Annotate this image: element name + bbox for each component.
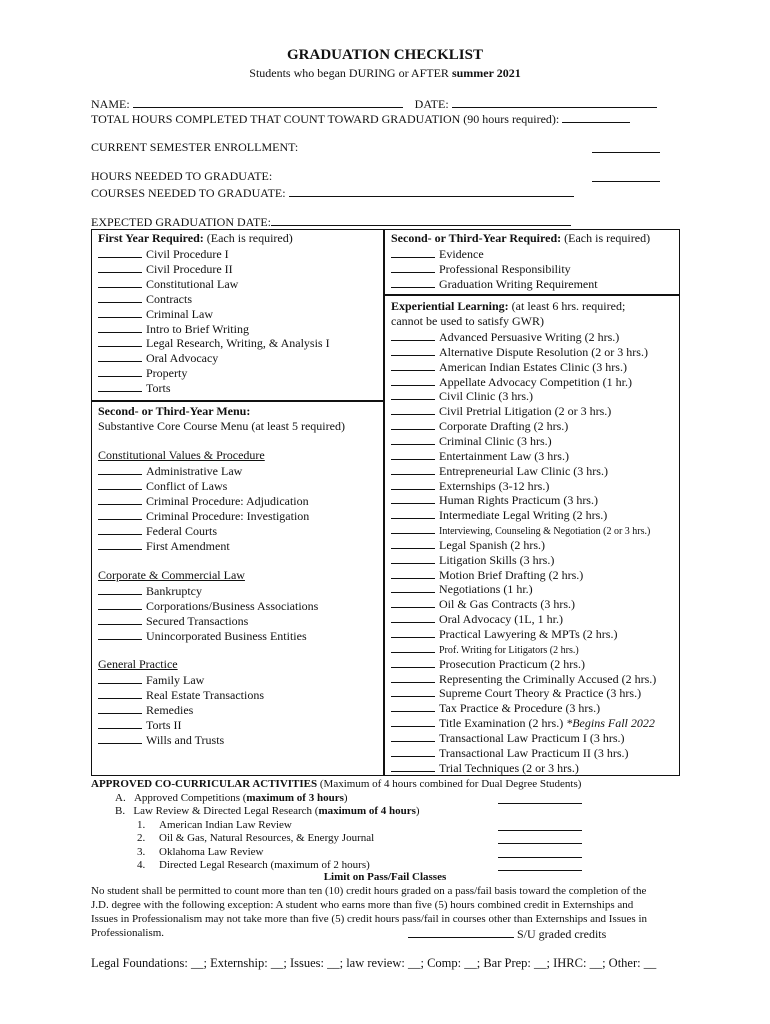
item-label: Entrepreneurial Law Clinic (3 hrs.) bbox=[439, 463, 608, 478]
checkbox-blank[interactable] bbox=[391, 261, 435, 273]
experiential-item[interactable] bbox=[391, 418, 568, 434]
item-label: Transactional Law Practicum I (3 hrs.) bbox=[439, 730, 625, 745]
first-year-item[interactable] bbox=[98, 335, 330, 351]
menu-item[interactable] bbox=[98, 598, 318, 614]
item-label: Corporate Drafting (2 hrs.) bbox=[439, 419, 569, 434]
second-third-item[interactable] bbox=[391, 276, 598, 292]
experiential-heading-note: cannot be used to satisfy GWR) bbox=[391, 314, 544, 328]
item-label: Appellate Advocacy Competition (1 hr.) bbox=[439, 374, 632, 389]
item-label: Constitutional Law bbox=[146, 276, 239, 291]
item-label: Professional Responsibility bbox=[439, 261, 571, 276]
experiential-item[interactable] bbox=[391, 730, 625, 746]
checkbox-blank[interactable] bbox=[98, 672, 142, 684]
experiential-item[interactable] bbox=[391, 448, 569, 464]
menu-item[interactable] bbox=[98, 702, 193, 718]
checkbox-blank[interactable] bbox=[98, 321, 142, 333]
experiential-item[interactable] bbox=[391, 715, 655, 731]
passfail-line-1: No student shall be permitted to count more than ten (10) credit hours graded on a pass/fail basis toward the completion of the bbox=[91, 885, 647, 897]
checkbox-blank[interactable] bbox=[98, 613, 142, 625]
checkbox-blank[interactable] bbox=[98, 335, 142, 347]
experiential-item[interactable] bbox=[391, 596, 575, 612]
page-title: GRADUATION CHECKLIST bbox=[286, 47, 483, 63]
item-label: Wills and Trusts bbox=[146, 732, 225, 747]
item-label: Torts II bbox=[146, 717, 182, 732]
item-label: Advanced Persuasive Writing (2 hrs.) bbox=[439, 330, 620, 344]
item-label: Administrative Law bbox=[146, 464, 243, 478]
item-label: Prof. Writing for Litigators (2 hrs.) bbox=[439, 644, 579, 656]
experiential-heading: Experiential Learning: (at least 6 hrs. required; bbox=[391, 299, 626, 313]
checkbox-blank[interactable] bbox=[391, 507, 435, 519]
item-label: Oil & Gas Contracts (3 hrs.) bbox=[439, 597, 575, 612]
menu-item[interactable] bbox=[98, 613, 248, 629]
item-label: Civil Pretrial Litigation (2 or 3 hrs.) bbox=[439, 404, 612, 419]
experiential-item[interactable] bbox=[391, 581, 533, 597]
item-label: Legal Research, Writing, & Analysis I bbox=[146, 336, 330, 351]
checkbox-blank[interactable] bbox=[98, 598, 142, 610]
checkbox-blank[interactable] bbox=[391, 626, 435, 638]
current-enrollment-label: CURRENT SEMESTER ENROLLMENT: bbox=[91, 140, 299, 154]
experiential-item[interactable] bbox=[391, 388, 533, 404]
menu-item[interactable] bbox=[98, 478, 227, 494]
experiential-item[interactable] bbox=[391, 374, 632, 390]
checkbox-blank[interactable] bbox=[391, 276, 435, 288]
menu-item[interactable] bbox=[98, 508, 309, 524]
item-label: Property bbox=[146, 366, 188, 381]
item-label: Entertainment Law (3 hrs.) bbox=[439, 448, 569, 463]
checkbox-blank[interactable] bbox=[391, 418, 435, 430]
first-year-item[interactable] bbox=[98, 380, 171, 396]
experiential-item[interactable] bbox=[391, 626, 617, 642]
item-label: Contracts bbox=[146, 291, 192, 306]
first-year-item[interactable] bbox=[98, 365, 187, 381]
item-label: Criminal Law bbox=[146, 306, 213, 321]
su-credits-field[interactable]: S/U graded credits bbox=[408, 925, 606, 942]
checkbox-blank[interactable] bbox=[391, 344, 435, 356]
checkbox-blank[interactable] bbox=[391, 685, 435, 697]
first-year-item[interactable] bbox=[98, 291, 192, 307]
checkbox-blank[interactable] bbox=[391, 656, 435, 668]
checkbox-blank[interactable] bbox=[391, 596, 435, 608]
checkbox-blank[interactable] bbox=[391, 388, 435, 400]
cocurricular-a: A. Approved Competitions (maximum of 3 hours) bbox=[115, 792, 348, 804]
experiential-item[interactable] bbox=[391, 611, 563, 627]
checkbox-blank[interactable] bbox=[391, 552, 435, 564]
checkbox-blank[interactable] bbox=[391, 403, 435, 415]
experiential-item[interactable] bbox=[391, 656, 585, 672]
checkbox-blank[interactable] bbox=[98, 687, 142, 699]
checkbox-blank[interactable] bbox=[98, 717, 142, 729]
experiential-item[interactable] bbox=[391, 685, 641, 701]
item-label: Civil Procedure I bbox=[146, 247, 229, 261]
page-subtitle: Students who began DURING or AFTER summer 2021 bbox=[249, 66, 521, 80]
experiential-item[interactable] bbox=[391, 760, 579, 776]
item-label: Supreme Court Theory & Practice (3 hrs.) bbox=[439, 686, 642, 701]
second-third-heading: Second- or Third-Year Required: (Each is required) bbox=[391, 231, 651, 245]
checkbox-blank[interactable] bbox=[98, 306, 142, 318]
checkbox-blank[interactable] bbox=[391, 715, 435, 727]
item-label: Conflict of Laws bbox=[146, 478, 228, 493]
checkbox-blank[interactable] bbox=[391, 611, 435, 623]
item-label: Civil Procedure II bbox=[146, 261, 233, 276]
checkbox-blank[interactable] bbox=[98, 365, 142, 377]
item-label: Corporations/Business Associations bbox=[146, 598, 319, 613]
item-label: Unincorporated Business Entities bbox=[146, 628, 307, 643]
first-year-item[interactable] bbox=[98, 261, 233, 277]
total-hours-field[interactable]: TOTAL HOURS COMPLETED THAT COUNT TOWARD GRADUATION (90 hours required): bbox=[91, 110, 630, 127]
current-enrollment-field[interactable] bbox=[592, 140, 660, 157]
experiential-item[interactable] bbox=[391, 492, 598, 508]
item-label: Human Rights Practicum (3 hrs.) bbox=[439, 493, 598, 508]
checkbox-blank[interactable] bbox=[98, 463, 142, 475]
experiential-item[interactable] bbox=[391, 344, 648, 360]
item-label: Torts bbox=[146, 381, 171, 396]
checkbox-blank[interactable] bbox=[98, 538, 142, 550]
item-label: Intro to Brief Writing bbox=[146, 321, 249, 336]
checkbox-blank[interactable] bbox=[391, 478, 435, 490]
item-label: Title Examination (2 hrs.) bbox=[439, 716, 564, 731]
item-label: First Amendment bbox=[146, 538, 230, 553]
item-label: American Indian Estates Clinic (3 hrs.) bbox=[439, 359, 627, 374]
cocurricular-sub-item: 4. Directed Legal Research (maximum of 2 hours) bbox=[137, 858, 370, 871]
item-label: Bankruptcy bbox=[146, 584, 202, 598]
experiential-item[interactable] bbox=[391, 329, 619, 345]
item-label: Negotiations (1 hr.) bbox=[439, 582, 533, 597]
menu-group-title: Constitutional Values & Procedure bbox=[98, 448, 265, 462]
experiential-item[interactable] bbox=[391, 552, 554, 568]
checkbox-blank[interactable] bbox=[391, 537, 435, 549]
checkbox-blank[interactable] bbox=[391, 359, 435, 371]
cocurricular-a-blank[interactable] bbox=[498, 791, 582, 808]
passfail-heading: Limit on Pass/Fail Classes bbox=[323, 871, 447, 883]
footer-tally: Legal Foundations: __; Externship: __; Issues: __; law review: __; Comp: __; Bar Prep: __; IHRC: __; Other: __ bbox=[91, 956, 657, 970]
checkbox-blank[interactable] bbox=[391, 246, 435, 258]
checkbox-blank[interactable] bbox=[391, 374, 435, 386]
menu-item[interactable] bbox=[98, 628, 307, 644]
cocurricular-sub-item: 3. Oklahoma Law Review bbox=[137, 845, 264, 858]
item-label: Transactional Law Practicum II (3 hrs.) bbox=[439, 745, 629, 760]
experiential-item[interactable] bbox=[391, 433, 552, 449]
menu-item[interactable] bbox=[98, 463, 242, 479]
item-label: Federal Courts bbox=[146, 523, 217, 538]
item-label: Graduation Writing Requirement bbox=[439, 276, 598, 291]
menu-item[interactable] bbox=[98, 717, 181, 733]
menu-item[interactable] bbox=[98, 523, 217, 539]
cocurricular-sub-item: 1. American Indian Law Review bbox=[137, 819, 292, 831]
item-label: Tax Practice & Procedure (3 hrs.) bbox=[439, 701, 601, 716]
checkbox-blank[interactable] bbox=[391, 700, 435, 712]
menu-item[interactable] bbox=[98, 538, 230, 554]
first-year-item[interactable] bbox=[98, 321, 249, 337]
cocurricular-b: B. Law Review & Directed Legal Research (maximum of 4 hours) bbox=[115, 805, 420, 817]
second-third-item[interactable] bbox=[391, 246, 484, 262]
item-label: Remedies bbox=[146, 702, 194, 717]
experiential-item[interactable] bbox=[391, 507, 607, 523]
item-label: Alternative Dispute Resolution (2 or 3 hrs.) bbox=[439, 344, 648, 359]
menu-heading: Second- or Third-Year Menu: bbox=[98, 404, 251, 418]
item-label: Oral Advocacy (1L, 1 hr.) bbox=[439, 612, 563, 627]
menu-item[interactable] bbox=[98, 732, 224, 748]
experiential-item[interactable] bbox=[391, 478, 549, 494]
experiential-item[interactable] bbox=[391, 700, 600, 716]
item-label: Representing the Criminally Accused (2 hrs.) bbox=[439, 671, 657, 686]
item-label: Evidence bbox=[439, 247, 484, 261]
checkbox-blank[interactable] bbox=[98, 523, 142, 535]
item-label: Legal Spanish (2 hrs.) bbox=[439, 537, 545, 552]
checkbox-blank[interactable] bbox=[391, 671, 435, 683]
menu-item[interactable] bbox=[98, 583, 202, 599]
menu-item[interactable] bbox=[98, 493, 309, 509]
experiential-item[interactable] bbox=[391, 745, 629, 761]
checkbox-blank[interactable] bbox=[391, 567, 435, 579]
item-label: Secured Transactions bbox=[146, 613, 249, 628]
second-third-item[interactable] bbox=[391, 261, 571, 277]
hours-needed-field[interactable] bbox=[592, 169, 660, 186]
item-label: Trial Techniques (2 or 3 hrs.) bbox=[439, 760, 579, 775]
item-label: Externships (3-12 hrs.) bbox=[439, 478, 550, 493]
menu-group-title: Corporate & Commercial Law bbox=[98, 568, 245, 582]
checkbox-blank[interactable] bbox=[98, 493, 142, 505]
passfail-line-4: Professionalism. bbox=[91, 927, 165, 939]
checkbox-blank[interactable] bbox=[391, 745, 435, 757]
checkbox-blank[interactable] bbox=[391, 760, 435, 772]
checkbox-blank[interactable] bbox=[391, 641, 435, 653]
item-label: Criminal Procedure: Investigation bbox=[146, 508, 310, 523]
expected-date-field[interactable]: EXPECTED GRADUATION DATE: bbox=[91, 213, 571, 230]
item-label: Motion Brief Drafting (2 hrs.) bbox=[439, 567, 584, 582]
hours-needed-label: HOURS NEEDED TO GRADUATE: bbox=[91, 169, 273, 183]
item-label: Intermediate Legal Writing (2 hrs.) bbox=[439, 508, 608, 523]
experiential-item[interactable] bbox=[391, 537, 545, 553]
checkbox-blank[interactable] bbox=[98, 261, 142, 273]
item-label: Oral Advocacy bbox=[146, 351, 219, 366]
first-year-heading: First Year Required: (Each is required) bbox=[98, 231, 293, 245]
experiential-item[interactable] bbox=[391, 463, 608, 479]
checkbox-blank[interactable] bbox=[98, 732, 142, 744]
checkbox-blank[interactable] bbox=[391, 730, 435, 742]
item-label: Criminal Procedure: Adjudication bbox=[146, 493, 309, 508]
menu-note: Substantive Core Course Menu (at least 5 required) bbox=[98, 419, 345, 433]
checkbox-blank[interactable] bbox=[98, 380, 142, 392]
checkbox-blank[interactable] bbox=[98, 291, 142, 303]
checkbox-blank[interactable] bbox=[98, 702, 142, 714]
item-label: Family Law bbox=[146, 673, 205, 687]
item-label: Litigation Skills (3 hrs.) bbox=[439, 552, 555, 567]
checkbox-blank[interactable] bbox=[98, 508, 142, 520]
item-label: Civil Clinic (3 hrs.) bbox=[439, 389, 533, 404]
item-label: Prosecution Practicum (2 hrs.) bbox=[439, 656, 585, 671]
checkbox-blank[interactable] bbox=[391, 329, 435, 341]
checkbox-blank[interactable] bbox=[98, 246, 142, 258]
checkbox-blank[interactable] bbox=[98, 276, 142, 288]
experiential-item[interactable] bbox=[391, 567, 583, 583]
checkbox-blank[interactable] bbox=[391, 492, 435, 504]
title-exam-note: *Begins Fall 2022 bbox=[566, 716, 655, 731]
first-year-item[interactable] bbox=[98, 276, 238, 292]
checkbox-blank[interactable] bbox=[98, 350, 142, 362]
checkbox-blank[interactable] bbox=[391, 522, 435, 534]
checkbox-blank[interactable] bbox=[391, 463, 435, 475]
checkbox-blank[interactable] bbox=[98, 478, 142, 490]
checkbox-blank[interactable] bbox=[391, 581, 435, 593]
experiential-item[interactable] bbox=[391, 359, 627, 375]
cocurricular-heading: APPROVED CO-CURRICULAR ACTIVITIES (Maximum of 4 hours combined for Dual Degree Students) bbox=[91, 778, 582, 790]
experiential-item[interactable] bbox=[391, 403, 611, 419]
item-label: Practical Lawyering & MPTs (2 hrs.) bbox=[439, 627, 618, 641]
first-year-item[interactable] bbox=[98, 246, 229, 262]
name-field[interactable]: NAME: DATE: bbox=[91, 95, 657, 112]
menu-item[interactable] bbox=[98, 672, 204, 688]
item-label: Interviewing, Counseling & Negotiation (2 or 3 hrs.) bbox=[439, 526, 651, 538]
checkbox-blank[interactable] bbox=[98, 628, 142, 640]
checkbox-blank[interactable] bbox=[98, 583, 142, 595]
checkbox-blank[interactable] bbox=[391, 433, 435, 445]
courses-needed-field[interactable]: COURSES NEEDED TO GRADUATE: bbox=[91, 184, 574, 201]
passfail-line-3: Issues in Professionalism may not take more than five (5) credit hours pass/fail in courses other than Externships and Issues in bbox=[91, 913, 647, 925]
experiential-item[interactable] bbox=[391, 671, 656, 687]
first-year-item[interactable] bbox=[98, 306, 213, 322]
item-label: Criminal Clinic (3 hrs.) bbox=[439, 433, 552, 448]
menu-group-title: General Practice bbox=[98, 657, 178, 671]
passfail-line-2: J.D. degree with the following exception: A student who earns more than five (5) hours combined credit in Externships and bbox=[91, 899, 634, 911]
item-label: Real Estate Transactions bbox=[146, 687, 264, 702]
first-year-item[interactable] bbox=[98, 350, 218, 366]
cocurricular-sub-item: 2. Oil & Gas, Natural Resources, & Energy Journal bbox=[137, 832, 375, 845]
checkbox-blank[interactable] bbox=[391, 448, 435, 460]
menu-item[interactable] bbox=[98, 687, 264, 703]
